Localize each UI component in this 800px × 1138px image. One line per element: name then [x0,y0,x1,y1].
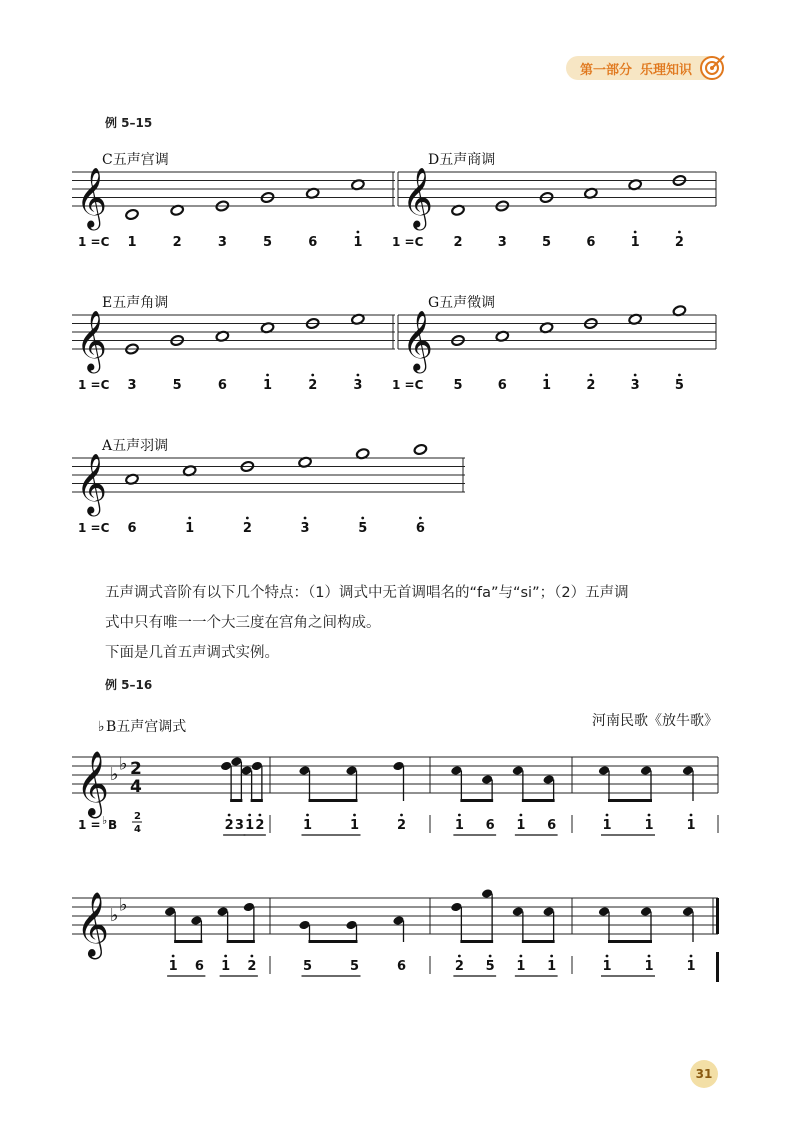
high-octave-dot [634,374,637,377]
jianpu-number: 2 [242,521,252,536]
high-octave-dot [458,814,461,817]
jianpu-number: 6 [485,818,495,833]
high-octave-dot [248,814,251,817]
high-octave-dot [519,955,522,958]
note-beam [460,799,493,802]
note-head [682,906,694,917]
jianpu-number: 5 [302,959,313,974]
jianpu-number: 1 [168,959,178,974]
jianpu-number: 3 [497,235,507,250]
jianpu-number: 2 [308,378,318,393]
jianpu-number: 2 [224,818,234,833]
scale-title: A五声羽调 [102,438,169,454]
high-octave-dot [419,517,422,520]
jianpu-number: 2 [586,378,596,393]
whole-note [413,444,427,456]
paragraph-line-3: 下面是几首五声调式实例。 [105,645,279,661]
jianpu-number: 6 [194,959,204,974]
jianpu-number: 1 [245,818,255,833]
jianpu-number: 1 [263,378,273,393]
jianpu-number: 5 [358,521,368,536]
note-beam [460,940,493,943]
jianpu-number: 1 [630,235,640,250]
high-octave-dot [690,955,693,958]
jianpu-number: 6 [217,378,227,393]
jianpu-number: 1 [602,818,612,833]
jianpu-number: 1 [221,959,231,974]
treble-clef-icon: 𝄞 [76,892,109,957]
flat-sign-icon: ♭ [110,905,119,926]
note-beam [227,940,255,943]
treble-clef-icon: 𝄞 [76,167,108,228]
note-beam [309,799,358,802]
jianpu-number: 6 [586,235,596,250]
jianpu-number: 6 [547,818,557,833]
note-beam [309,940,358,943]
jianpu-number: 6 [415,521,425,536]
jianpu-number: 2 [396,818,407,833]
high-octave-dot [634,231,637,234]
jianpu-number: 6 [497,378,507,393]
note-head [298,765,310,776]
note-beam [608,799,652,802]
jianpu-number: 5 [172,378,182,393]
song-mode-label: B五声宫调式 [106,719,187,735]
note-head [481,888,493,899]
high-octave-dot [550,955,553,958]
high-octave-dot [228,814,231,817]
jianpu-number: 1 [127,235,137,250]
header-topic: 乐理知识 [639,62,692,78]
jianpu-number: 1 [516,818,526,833]
jianpu-number: 1 [542,378,552,393]
key-signature-label: 1 =C [78,235,110,249]
jianpu-number: 5 [542,235,552,250]
flat-sign-icon: ♭ [119,894,128,916]
high-octave-dot [678,231,681,234]
example-label-5-16: 例 5–16 [105,678,153,692]
treble-clef-icon: 𝄞 [76,751,109,816]
paragraph-line-2: 式中只有唯一一个大三度在宫角之间构成。 [105,615,381,631]
note-head [251,761,263,772]
jianpu-number: 3 [217,235,227,250]
high-octave-dot [266,374,269,377]
example-label-5-15: 例 5–15 [105,116,153,130]
note-beam [251,799,263,802]
flat-sign-icon: ♭ [98,719,105,735]
key-signature-label: 1 =C [78,378,110,392]
note-head [345,765,357,776]
note-head [640,765,652,776]
note-head [230,756,242,767]
jianpu-number: 2 [247,959,257,974]
high-octave-dot [246,517,249,520]
time-signature-bottom: 4 [130,777,142,797]
note-head [345,920,357,931]
high-octave-dot [306,814,309,817]
jianpu-number: 1 [644,818,654,833]
jianpu-number: 5 [453,378,463,393]
high-octave-dot [224,955,227,958]
flat-sign-icon: ♭ [119,753,128,775]
high-octave-dot [311,374,314,377]
jianpu-number: 1 [686,959,696,974]
song-staff-row-2 [0,878,800,998]
high-octave-dot [519,814,522,817]
final-barline-thick [716,898,719,934]
note-beam [522,799,555,802]
treble-clef-icon: 𝄞 [402,167,434,228]
note-head [243,902,255,913]
jianpu-number: 2 [172,235,182,250]
key-signature-label: 1 =C [392,235,424,249]
song-staff-row-1 [0,705,800,850]
jianpu-number: 6 [308,235,318,250]
high-octave-dot [356,374,359,377]
jianpu-number: 3 [630,378,640,393]
note-head [392,915,404,926]
note-head [216,906,228,917]
body-paragraph [105,578,720,668]
high-octave-dot [172,955,175,958]
note-head [542,774,554,785]
high-octave-dot [458,955,461,958]
jianpu-number: 2 [453,235,463,250]
note-beam [230,799,242,802]
note-head [164,906,176,917]
paragraph-line-1: 五声调式音阶有以下几个特点：（1）调式中无首调唱名的“fa”与“si”；（2）五声调 [105,585,629,601]
jianpu-number: 1 [602,959,612,974]
jianpu-number: 2 [674,235,684,250]
high-octave-dot [400,814,403,817]
high-octave-dot [606,955,609,958]
high-octave-dot [361,517,364,520]
high-octave-dot [690,814,693,817]
jianpu-number: 1 [349,818,360,833]
high-octave-dot [648,814,651,817]
note-beam [522,940,555,943]
jianpu-number: 3 [300,521,310,536]
staff-row-1 [0,150,800,260]
scale-title: D五声商调 [428,152,496,168]
jianpu-number: 2 [255,818,265,833]
high-octave-dot [648,955,651,958]
header-part: 第一部分 [579,62,632,78]
high-octave-dot [250,955,253,958]
jianpu-number: 1 [185,521,195,536]
jianpu-final-barline [716,952,719,982]
key-signature-label: 1 =C [78,521,110,535]
note-head [640,906,652,917]
jianpu-number: 1 [686,818,696,833]
jianpu-number: 3 [353,378,363,393]
jianpu-number: 1 [302,818,313,833]
scale-title: E五声角调 [102,295,169,311]
scale-title: C五声宫调 [102,152,169,168]
key-signature-label: 1 = [78,818,101,832]
target-icon [698,52,728,82]
treble-clef-icon: 𝄞 [402,310,434,371]
note-head [450,902,462,913]
treble-clef-icon: 𝄞 [76,453,108,514]
high-octave-dot [304,517,307,520]
time-signature-top: 2 [130,759,142,779]
key-signature-label: 1 =C [392,378,424,392]
jianpu-number: 3 [127,378,137,393]
high-octave-dot [678,374,681,377]
song-source: 河南民歌《放牛歌》 [592,713,718,729]
jianpu-number: 1 [547,959,557,974]
jianpu-number: 5 [263,235,273,250]
high-octave-dot [606,814,609,817]
high-octave-dot [258,814,261,817]
jianpu-time-top: 2 [134,811,141,822]
note-beam [174,940,202,943]
note-head [598,765,610,776]
jianpu-number: 6 [396,959,407,974]
staff-row-3 [0,436,800,551]
jianpu-number: 1 [644,959,654,974]
note-head [542,906,554,917]
note-head [481,774,493,785]
note-head [392,761,404,772]
high-octave-dot [589,374,592,377]
high-octave-dot [489,955,492,958]
jianpu-number: 5 [349,959,360,974]
note-head [220,761,232,772]
page-number: 31 [690,1060,718,1088]
note-head [682,765,694,776]
note-beam [608,940,652,943]
high-octave-dot [188,517,191,520]
note-head [240,765,252,776]
treble-clef-icon: 𝄞 [76,310,108,371]
jianpu-number: 3 [234,818,244,833]
note-head [298,920,310,931]
scale-title: G五声徵调 [428,295,496,311]
note-head [598,906,610,917]
jianpu-number: 1 [454,818,464,833]
jianpu-number: 6 [127,521,137,536]
staff-row-2 [0,293,800,408]
note-head [450,765,462,776]
header-badge [566,56,722,80]
jianpu-number: 2 [454,959,464,974]
jianpu-number: 5 [485,959,495,974]
high-octave-dot [356,231,359,234]
flat-sign-icon: ♭ [102,814,108,827]
jianpu-time-bottom: 4 [134,824,141,835]
jianpu-number: 5 [674,378,684,393]
note-head [190,915,202,926]
jianpu-number: 1 [516,959,526,974]
key-note: B [108,818,118,832]
note-head [512,906,524,917]
jianpu-number: 1 [353,235,363,250]
note-head [512,765,524,776]
whole-note [125,209,139,221]
flat-sign-icon: ♭ [110,764,119,785]
high-octave-dot [545,374,548,377]
high-octave-dot [353,814,356,817]
